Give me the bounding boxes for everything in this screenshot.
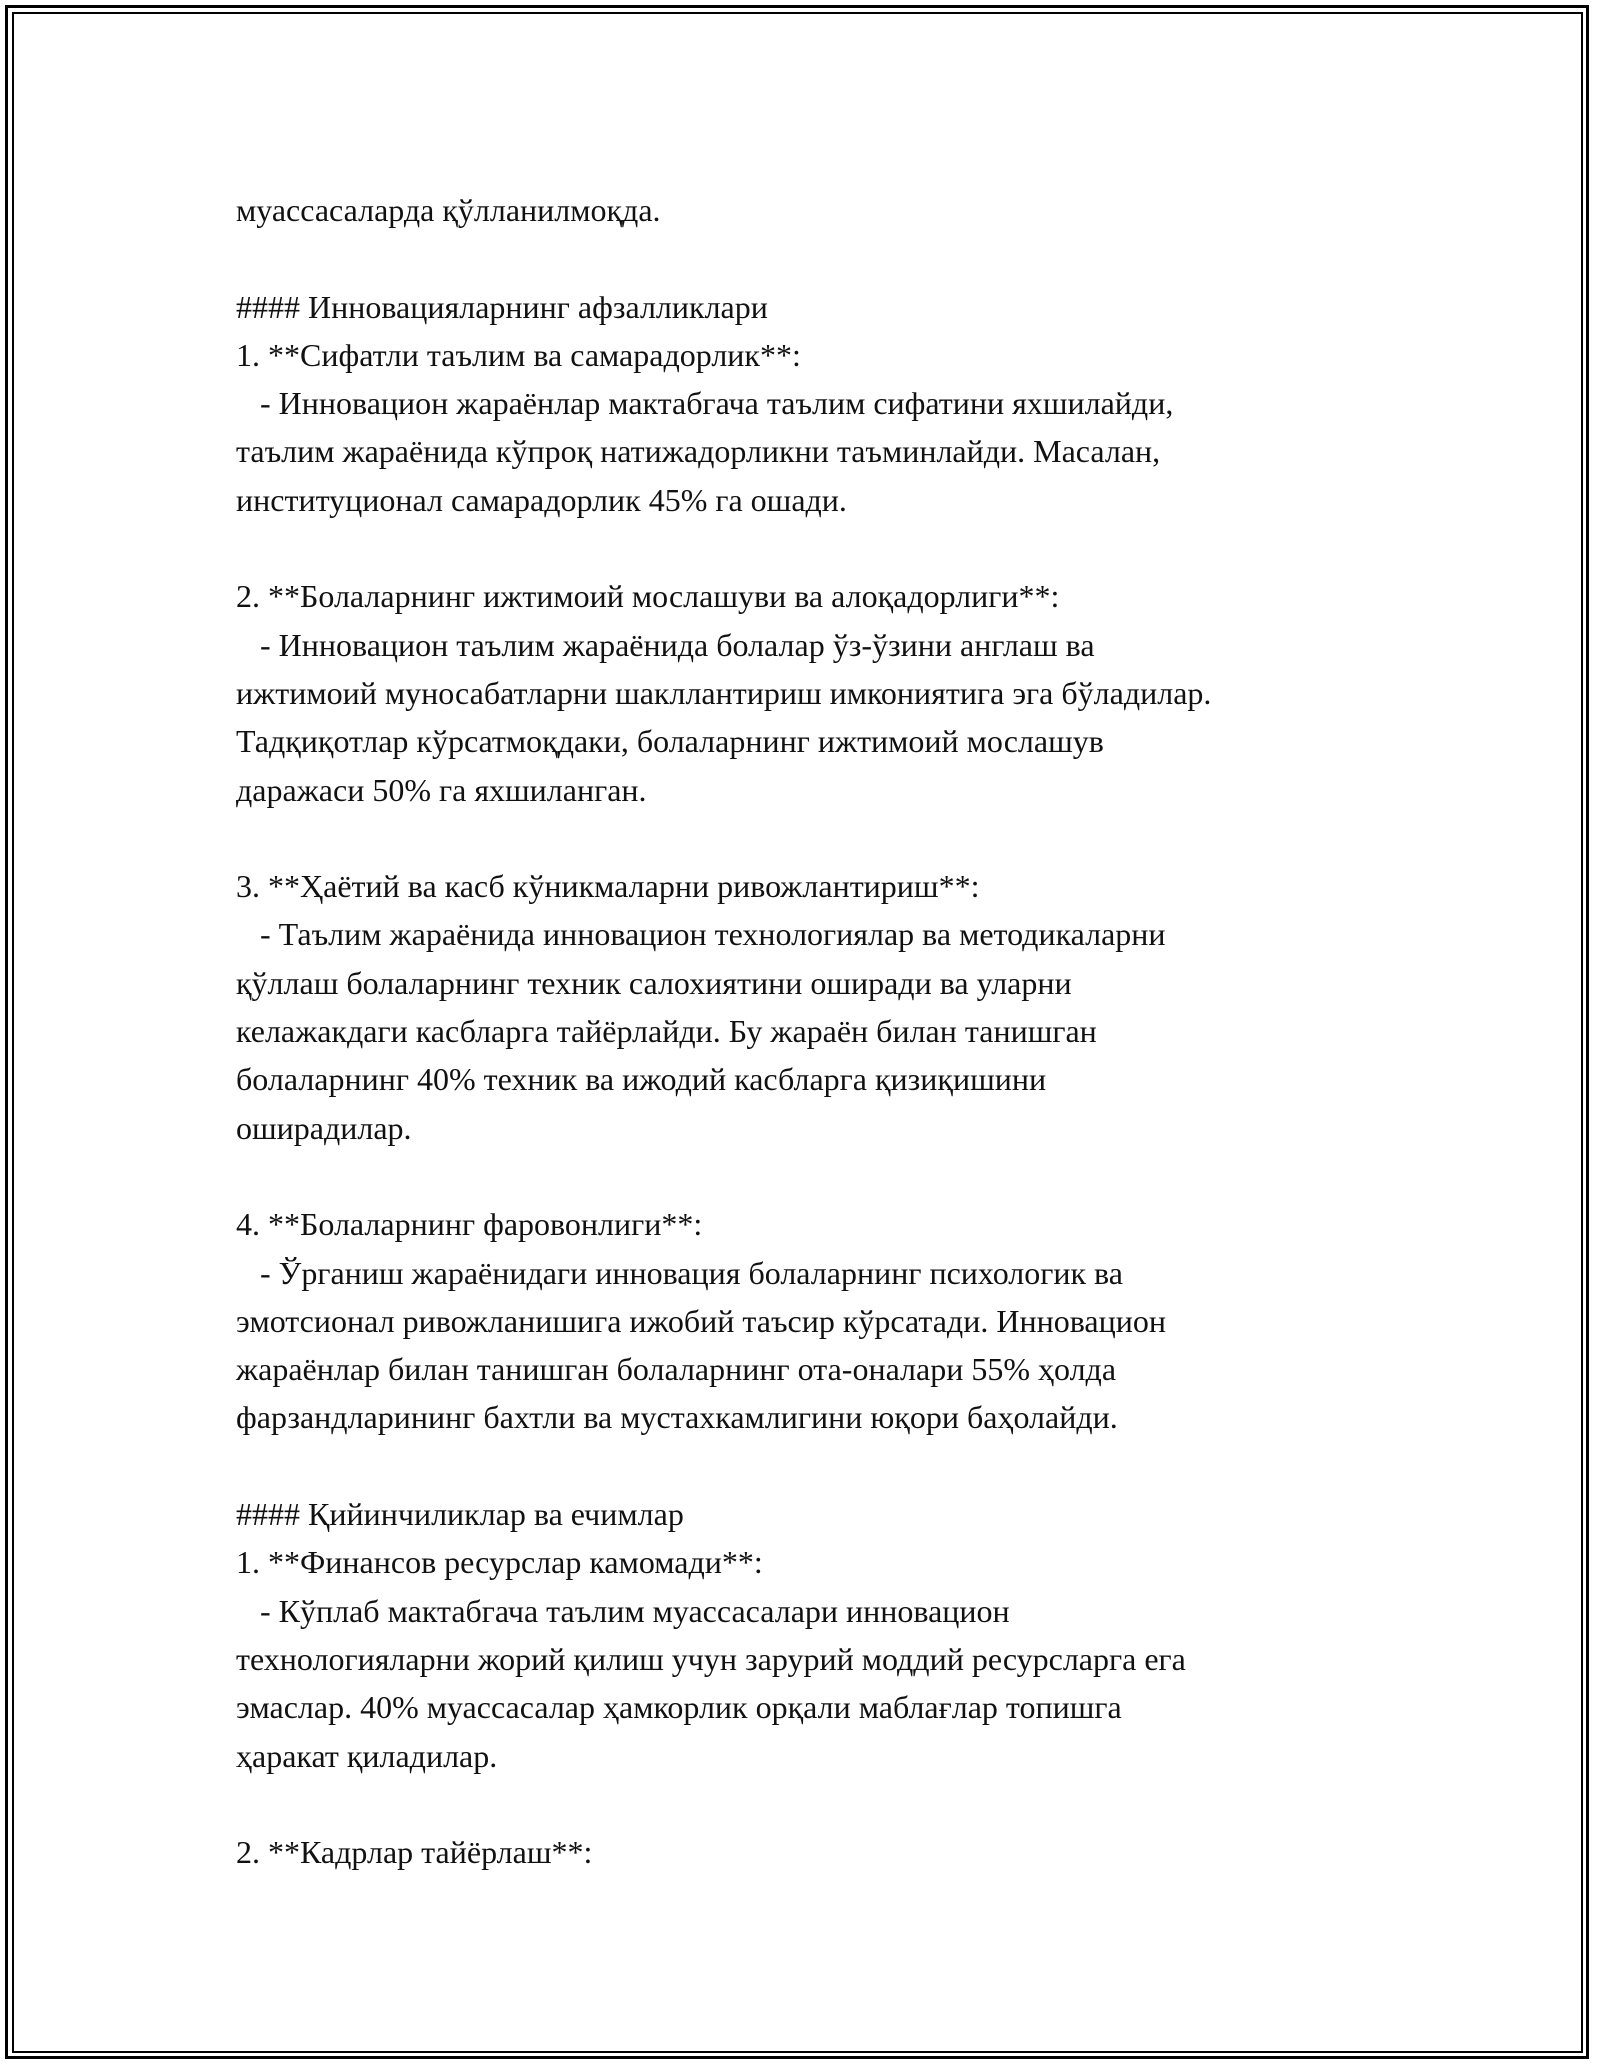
text-line: оширадилар. bbox=[236, 1109, 412, 1146]
text-line: эмаслар. 40% муассасалар ҳамкорлик орқали маблағлар топишга bbox=[236, 1689, 1122, 1726]
section-heading: #### Инновацияларнинг афзалликлари bbox=[236, 288, 768, 325]
text-line: болаларнинг 40% техник ва ижодий касбларга қизиқишини bbox=[236, 1061, 1047, 1098]
text-line: - Инновацион жараёнлар мактабгача таълим сифатини яхшилайди, bbox=[236, 385, 1174, 422]
text-line: ижтимоий муносабатларни шакллантириш имкониятига эга бўладилар. bbox=[236, 674, 1212, 711]
text-line: институционал самарадорлик 45% га ошади. bbox=[236, 481, 847, 518]
text-line: келажакдаги касбларга тайёрлайди. Бу жараён билан танишган bbox=[236, 1013, 1097, 1050]
text-line: - Инновацион таълим жараёнида болалар ўз-ўзини англаш ва bbox=[236, 626, 1095, 663]
list-item-title: 2. **Кадрлар тайёрлаш**: bbox=[236, 1834, 593, 1871]
blank-line bbox=[236, 524, 1396, 572]
text-line: ҳаракат қиладилар. bbox=[236, 1737, 498, 1774]
blank-line bbox=[236, 1442, 1396, 1490]
text-line: таълим жараёнида кўпроқ натижадорликни таъминлайди. Масалан, bbox=[236, 433, 1161, 470]
text-line: қўллаш болаларнинг техник салохиятини оширади ва уларни bbox=[236, 964, 1072, 1001]
text-line: - Кўплаб мактабгача таълим муассасалари инновацион bbox=[236, 1592, 1010, 1629]
text-line: фарзандларининг бахтли ва мустахкамлигини юқори баҳолайди. bbox=[236, 1399, 1118, 1436]
list-item-title: 2. **Болаларнинг ижтимоий мослашуви ва алоқадорлиги**: bbox=[236, 578, 1060, 615]
text-line: - Таълим жараёнида инновацион технологиялар ва методикаларни bbox=[236, 916, 1166, 953]
blank-line bbox=[236, 814, 1396, 862]
blank-line bbox=[236, 1780, 1396, 1828]
text-line: муассасаларда қўлланилмоқда. bbox=[236, 192, 661, 228]
blank-line bbox=[236, 1152, 1396, 1200]
document-body bbox=[236, 186, 1396, 1876]
text-line: жараёнлар билан танишган болаларнинг ота-оналари 55% ҳолда bbox=[236, 1351, 1117, 1388]
section-heading: #### Қийинчиликлар ва ечимлар bbox=[236, 1496, 684, 1533]
list-item-title: 4. **Болаларнинг фаровонлиги**: bbox=[236, 1206, 703, 1243]
text-line: даражаси 50% га яхшиланган. bbox=[236, 771, 647, 808]
list-item-title: 1. **Финансов ресурслар камомади**: bbox=[236, 1544, 763, 1581]
list-item-title: 1. **Сифатли таълим ва самарадорлик**: bbox=[236, 336, 801, 373]
text-line: технологияларни жорий қилиш учун зарурий моддий ресурсларга ега bbox=[236, 1640, 1186, 1677]
list-item-title: 3. **Ҳаётий ва касб кўникмаларни ривожлантириш**: bbox=[236, 868, 980, 905]
blank-line bbox=[236, 234, 1396, 282]
text-line: Тадқиқотлар кўрсатмоқдаки, болаларнинг ижтимоий мослашув bbox=[236, 723, 1104, 760]
text-line: - Ўрганиш жараёнидаги инновация болаларнинг психологик ва bbox=[236, 1254, 1123, 1291]
text-line: эмотсионал ривожланишига ижобий таъсир кўрсатади. Инновацион bbox=[236, 1302, 1166, 1339]
